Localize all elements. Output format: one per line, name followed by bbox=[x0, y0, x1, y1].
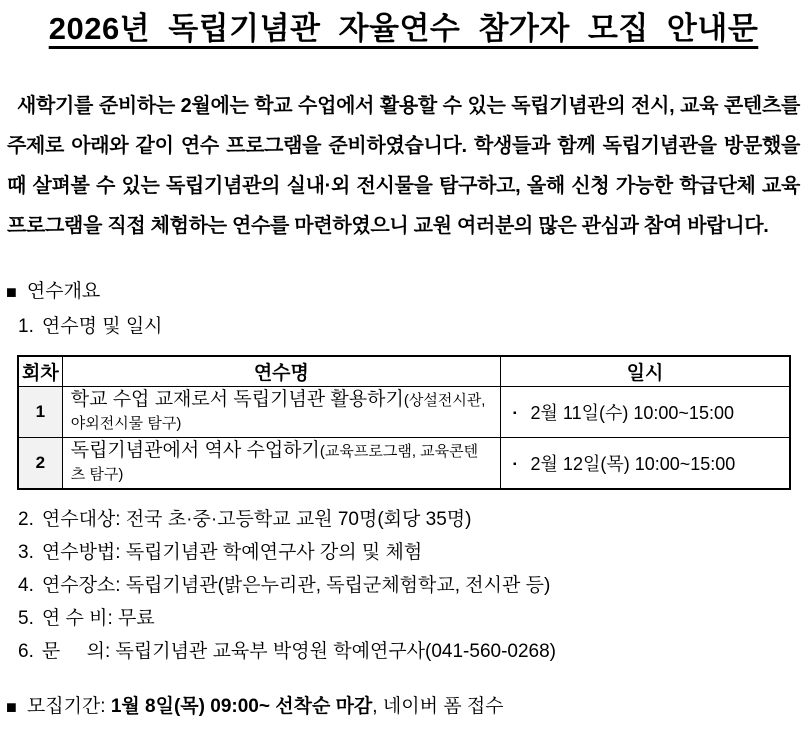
list-item bbox=[6, 536, 801, 569]
list-item bbox=[6, 503, 801, 536]
schedule-table bbox=[17, 355, 791, 490]
item-text: 연수방법: 독립기념관 학예연구사 강의 및 체험 bbox=[41, 542, 423, 563]
intro-paragraph: 새학기를 준비하는 2월에는 학교 수업에서 활용할 수 있는 독립기념관의 전시, 교육 콘텐츠를 주제로 아래와 같이 연수 프로그램을 준비하였습니다. 학생들과 함께 독립기념관을 방문했을 때 살펴볼 수 있는 독립기념관의 실내·외 전시물을 탐구하고, 올해 신청 가능한 학급단체 교육프로그램을 직접 체험하는 연수를 마련하였으니 교원 여러분의 많은 관심과 참여 바랍니다. bbox=[7, 95, 800, 237]
list-item bbox=[6, 602, 801, 635]
item-text: 연수대상: 전국 초·중·고등학교 교원 70명(회당 35명) bbox=[41, 509, 472, 530]
table-header-datetime: 일시 bbox=[500, 356, 790, 387]
recruitment-label: 모집기간: bbox=[26, 696, 111, 717]
table-row bbox=[18, 438, 790, 490]
course-name-cell bbox=[62, 438, 500, 490]
list-item bbox=[6, 635, 801, 668]
round-cell: 1 bbox=[18, 387, 62, 438]
datetime-text: 2월 12일(목) 10:00~15:00 bbox=[530, 454, 736, 474]
item-number: 3. bbox=[18, 542, 34, 563]
recruitment-suffix: , 네이버 폼 접수 bbox=[372, 696, 504, 717]
table-row bbox=[18, 387, 790, 438]
square-bullet-icon: ■ bbox=[6, 697, 17, 717]
square-bullet-icon: ▪ bbox=[512, 408, 517, 419]
overview-heading-label: 연수개요 bbox=[26, 281, 101, 302]
datetime-text: 2월 11일(수) 10:00~15:00 bbox=[530, 403, 734, 423]
overview-section-heading bbox=[6, 279, 801, 305]
item-number: 4. bbox=[18, 575, 34, 596]
course-name-cell bbox=[62, 387, 500, 438]
table-header-row bbox=[18, 356, 790, 387]
overview-item-1 bbox=[6, 314, 801, 340]
item-number: 1. bbox=[18, 316, 34, 337]
item-number: 6. bbox=[18, 641, 34, 662]
table-header-course-name: 연수명 bbox=[62, 356, 500, 387]
course-name-main: 학교 수업 교재로서 독립기념관 활용하기 bbox=[70, 389, 404, 410]
item-text: 연수장소: 독립기념관(밝은누리관, 독립군체험학교, 전시관 등) bbox=[41, 575, 551, 596]
square-bullet-icon: ▪ bbox=[512, 459, 517, 470]
recruitment-period: 1월 8일(목) 09:00~ 선착순 마감 bbox=[110, 696, 373, 717]
item-text: 연수명 및 일시 bbox=[41, 316, 163, 337]
datetime-cell bbox=[500, 387, 790, 438]
course-name-sub: (상설전시관, 야외전시물 탐구) bbox=[70, 392, 486, 432]
datetime-cell bbox=[500, 438, 790, 490]
round-cell: 2 bbox=[18, 438, 62, 490]
document-title: 2026년 독립기념관 자율연수 참가자 모집 안내문 bbox=[48, 11, 759, 46]
course-name-main: 독립기념관에서 역사 수업하기 bbox=[70, 440, 320, 461]
course-name-sub: (교육프로그램, 교육콘텐츠 탐구) bbox=[70, 443, 479, 483]
list-item bbox=[6, 569, 801, 602]
overview-items-list bbox=[6, 503, 801, 668]
item-number: 5. bbox=[18, 608, 34, 629]
item-number: 2. bbox=[18, 509, 34, 530]
square-bullet-icon: ■ bbox=[6, 282, 17, 302]
table-header-round: 회차 bbox=[18, 356, 62, 387]
item-text: 연 수 비: 무료 bbox=[41, 608, 155, 629]
item-text: 문 의: 독립기념관 교육부 박영원 학예연구사(041-560-0268) bbox=[41, 641, 556, 662]
recruitment-line bbox=[6, 693, 801, 721]
